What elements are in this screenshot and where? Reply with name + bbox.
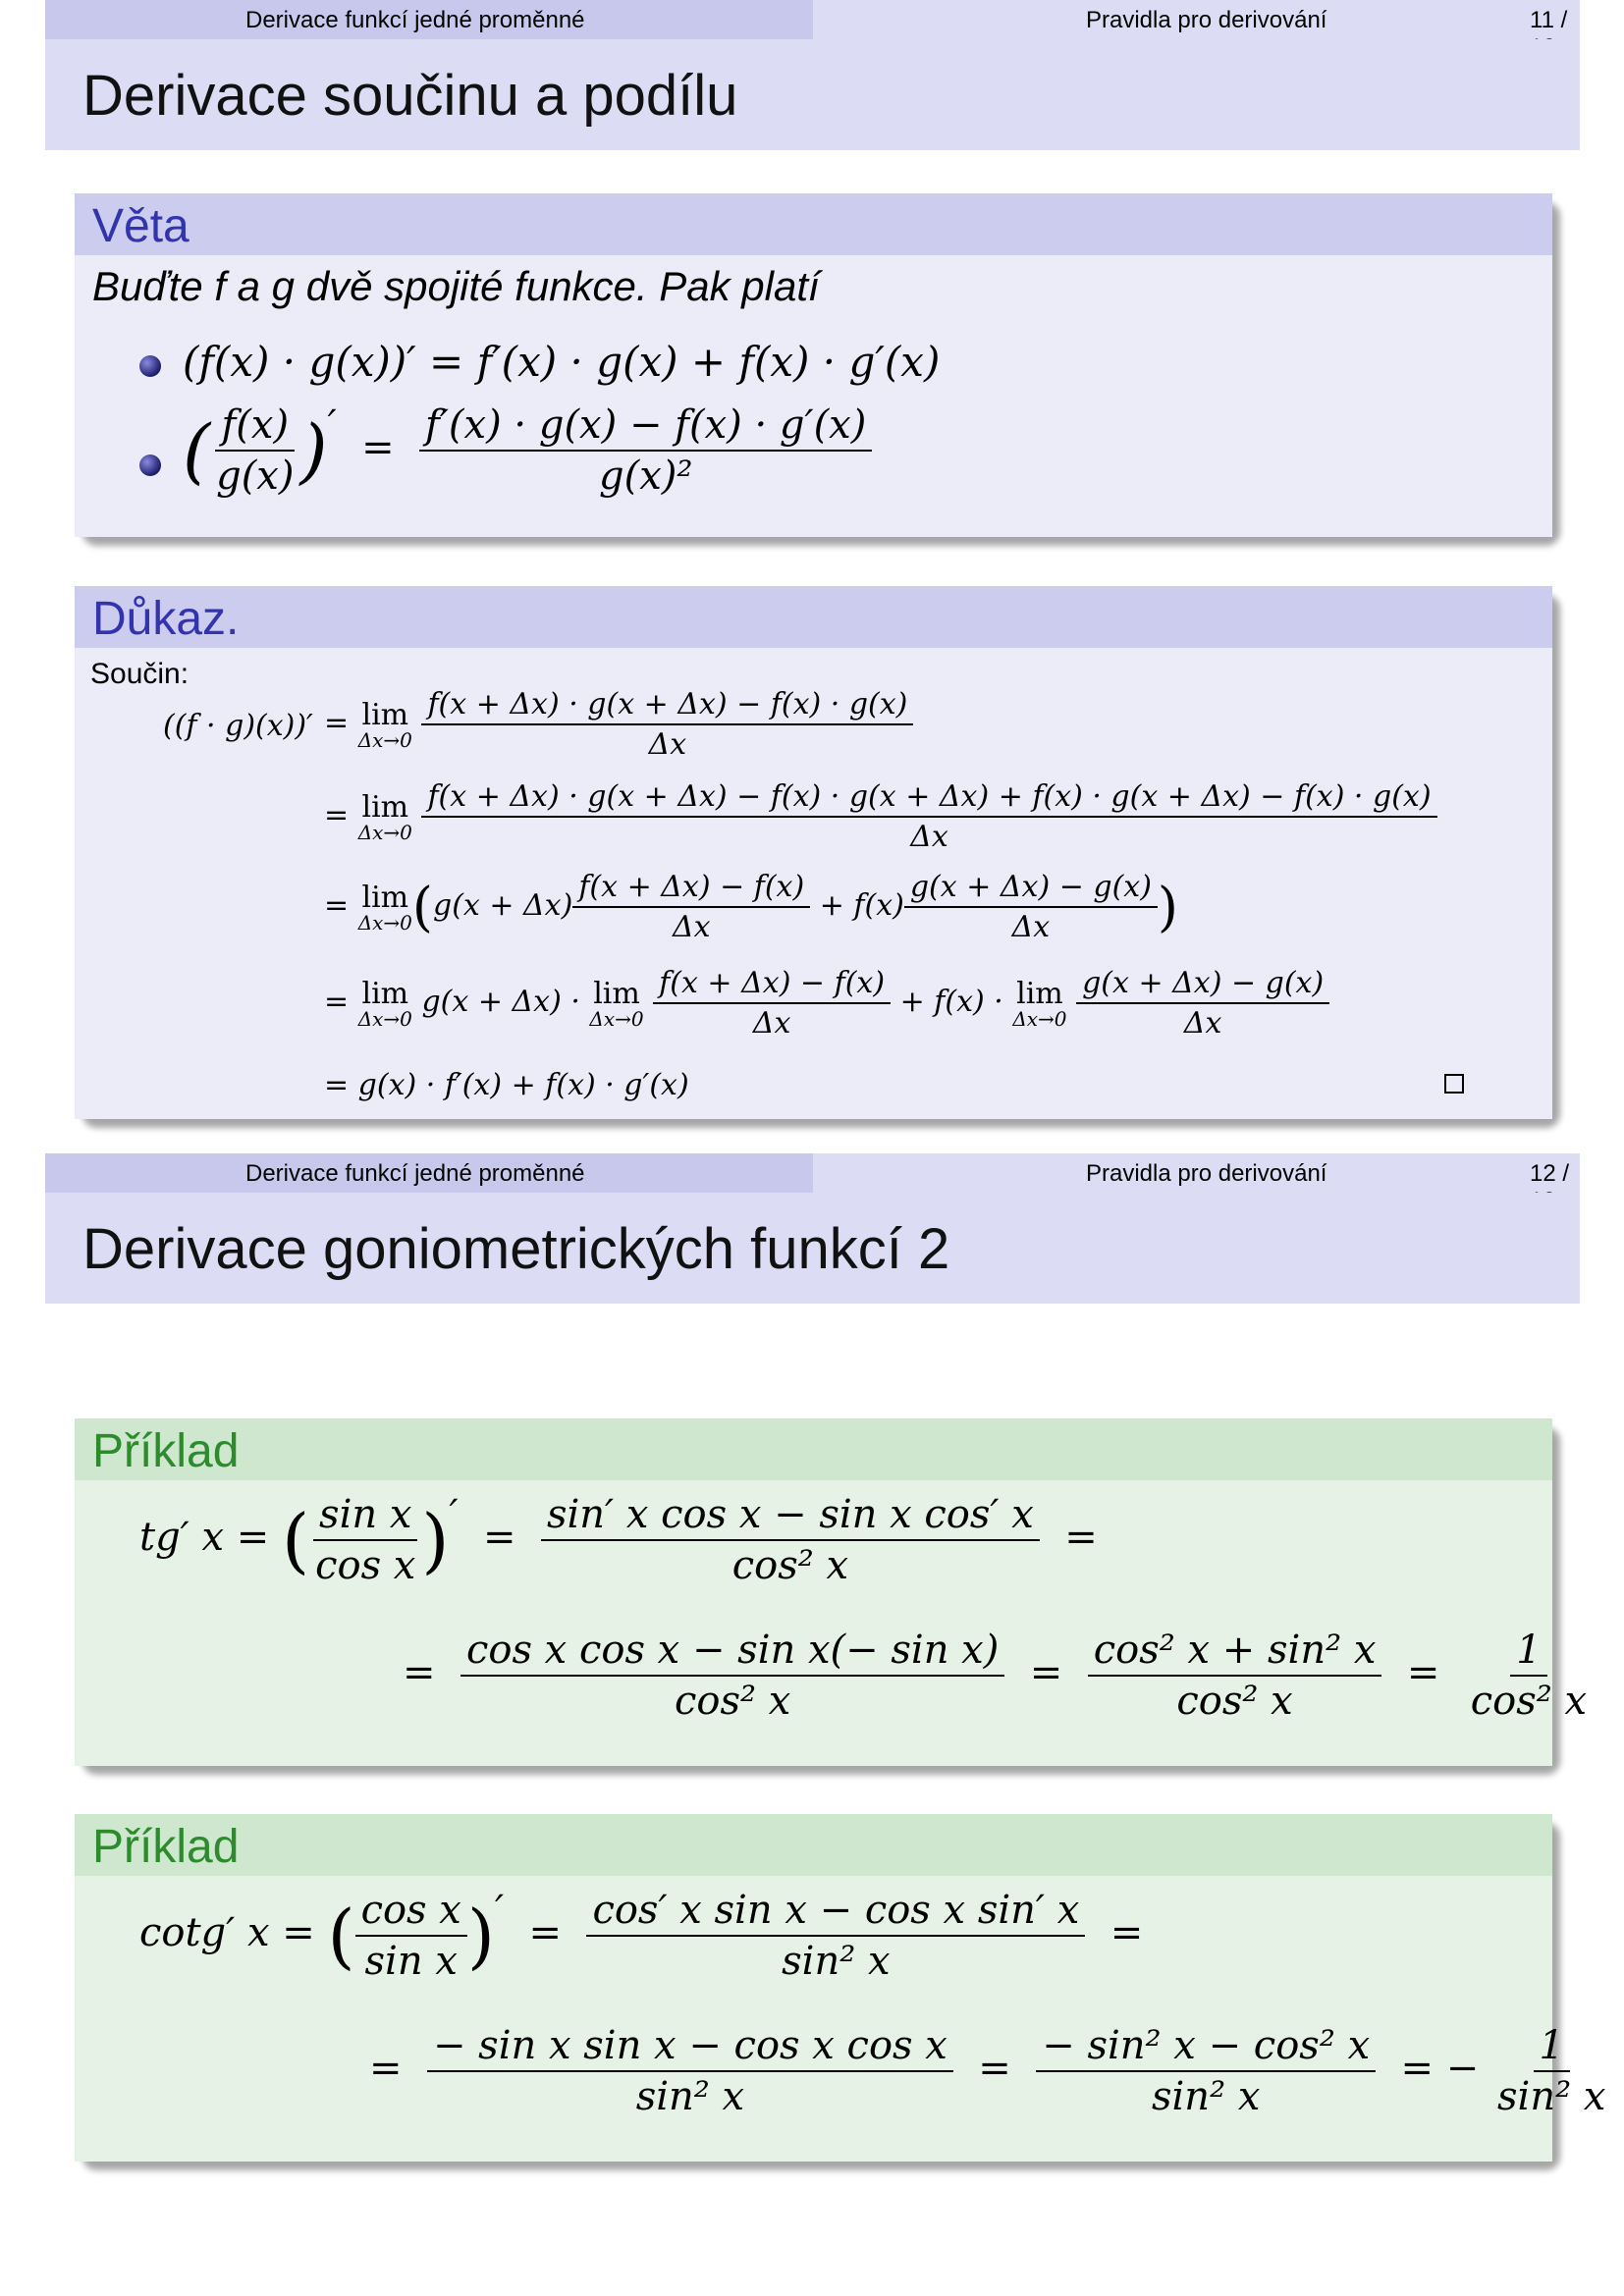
slide-11-titlebar — [45, 39, 1580, 150]
tg-f3-num: cos² x + sin² x — [1088, 1628, 1382, 1677]
header-section-text: Pravidla pro derivování — [1086, 1160, 1327, 1187]
example-heading: Příklad — [92, 1821, 240, 1873]
line4-g-den: Δx — [1183, 1006, 1222, 1041]
bullet-icon — [139, 355, 161, 377]
example-body — [75, 1480, 1588, 1766]
theorem-block — [75, 193, 1552, 537]
cotg-f3-den: sin² x — [1151, 2074, 1261, 2119]
line3-g: g(x + Δx) — [432, 888, 573, 923]
tg-paren-den: cos x — [315, 1543, 416, 1588]
bullet-icon — [139, 454, 161, 476]
lim-word: lim — [1016, 976, 1063, 1011]
line3-f-num: f(x + Δx) − f(x) — [572, 870, 810, 908]
line4-plus-f: + f(x) · — [899, 985, 1003, 1019]
line2-den: Δx — [910, 820, 948, 854]
proof-lhs: ((f · g)(x))′ — [163, 709, 313, 743]
tg-line-2: = $\frac{\text{cos x cos x − sin x(− sin x)}}{\text{cos² x}}$ = $\frac{\text{cos² x + sin² x}}{\text{cos² x}}$ = $\frac{1}{\text{cos² x}}$ — [403, 1628, 1593, 1724]
proof-body — [75, 648, 1552, 1119]
tg-lhs: tg′ x = — [139, 1515, 270, 1560]
slide-11-header — [45, 0, 1580, 39]
cotg-f3-num: − sin² x − cos² x — [1036, 2023, 1376, 2072]
header-section-text: Pravidla pro derivování — [1086, 7, 1327, 33]
proof-line-4: = lim Δx→0 g(x + Δx) · lim Δx→0 $\frac{f(x + \Delta x) - f(x)}{\Delta x}$ + f(x) · lim Δx→0 $\frac{g(x + \Delta x) - g(x)}{\Delta x}$ — [324, 966, 1329, 1041]
cotg-f1-den: sin² x — [782, 1939, 891, 1984]
cotg-f2-num: − sin x sin x − cos x cos x — [427, 2023, 953, 2072]
proof-heading-bar — [75, 586, 1552, 648]
quotient-num: f′(x) · g(x) − f(x) · g′(x) — [419, 402, 872, 452]
line3-g-den: Δx — [1011, 910, 1051, 944]
example-block-cotg — [75, 1814, 1606, 2162]
lim-subscript: Δx→0 — [357, 910, 412, 934]
lim-word: lim — [361, 976, 409, 1011]
cotg-paren-den: sin x — [364, 1939, 458, 1984]
line3-plus-f: + f(x) — [819, 888, 904, 923]
proof-heading: Důkaz. — [92, 593, 240, 645]
theorem-body — [75, 255, 1552, 537]
tg-f2-den: cos² x — [674, 1679, 791, 1724]
cotg-line-1: cotg′ x = ( $\frac{\text{cos x}}{\text{sin x}}$ )′ = $\frac{\text{cos′ x sin x − cos x sin′ x}}{\text{sin² x}}$ = — [139, 1888, 1144, 1984]
header-right-panel — [813, 1153, 1580, 1193]
tg-line-1: tg′ x = ( $\frac{\text{sin x}}{\text{cos x}}$ )′ = $\frac{\text{sin′ x cos x − sin x cos′ x}}{\text{cos² x}}$ = — [139, 1492, 1098, 1588]
lim-subscript: Δx→0 — [1012, 1006, 1067, 1031]
tg-paren-num: sin x — [313, 1492, 417, 1541]
header-left-panel — [45, 1153, 813, 1193]
theorem-heading: Věta — [92, 200, 189, 252]
header-left-panel — [45, 0, 813, 39]
slide-title: Derivace součinu a podílu — [82, 64, 738, 128]
line3-g-num: g(x + Δx) − g(x) — [904, 870, 1158, 908]
example-body — [75, 1876, 1606, 2162]
tg-f1-num: sin′ x cos x − sin x cos′ x — [541, 1492, 1040, 1541]
tg-f4-num: 1 — [1510, 1628, 1546, 1677]
lim-word: lim — [593, 976, 640, 1011]
lim-subscript: Δx→0 — [357, 820, 412, 844]
lim-subscript: Δx→0 — [357, 1006, 412, 1031]
line4-f-den: Δx — [752, 1006, 791, 1041]
proof-line-2: = lim Δx→0 f(x + Δx) · g(x + Δx) − f(x) · g(x + Δx) + f(x) · g(x + Δx) − f(x) · g(x) Δx — [324, 779, 1437, 854]
line1-num: f(x + Δx) · g(x + Δx) − f(x) · g(x) — [421, 687, 913, 725]
theorem-heading-bar — [75, 193, 1552, 255]
cotg-lhs: cotg′ x = — [139, 1910, 315, 1955]
example-heading-bar — [75, 1418, 1552, 1480]
theorem-intro: Buďte f a g dvě spojité funkce. Pak platí — [92, 263, 820, 309]
lim-subscript: Δx→0 — [589, 1006, 644, 1031]
lim-word: lim — [361, 789, 409, 825]
header-left-text: Derivace funkcí jedné proměnné — [245, 1160, 585, 1187]
quotient-rule: ( $\frac{f(x)}{g(x)}$ )′ = $\frac{f'(x) \cdot g(x) - f(x) \cdot g'(x)}{\text{g(x)²}}$ — [183, 402, 872, 499]
line4-g: g(x + Δx) · — [421, 985, 580, 1019]
line2-num: f(x + Δx) · g(x + Δx) − f(x) · g(x + Δx) + f(x) · g(x + Δx) − f(x) · g(x) — [421, 779, 1436, 818]
proof-block — [75, 586, 1552, 1119]
header-left-text: Derivace funkcí jedné proměnné — [245, 7, 585, 33]
tg-f2-num: cos x cos x − sin x(− sin x) — [460, 1628, 1004, 1677]
lim-word: lim — [361, 697, 409, 732]
product-rule: (f(x) · g(x))′ = f′(x) · g(x) + f(x) · g′(x) — [183, 338, 941, 386]
cotg-paren-num: cos x — [355, 1888, 467, 1937]
tg-f3-den: cos² x — [1176, 1679, 1293, 1724]
lim-word: lim — [361, 880, 409, 915]
quotient-left-num: f(x) — [215, 402, 295, 452]
tg-f4-den: cos² x — [1470, 1679, 1588, 1724]
example-heading-bar — [75, 1814, 1552, 1876]
page-number: 11 / — [1530, 7, 1568, 33]
cotg-line-2: = $\frac{\text{− sin x sin x − cos x cos x}}{\text{sin² x}}$ = $\frac{\text{− sin² x − cos² x}}{\text{sin² x}}$ = − $\frac{1}{\text{sin² x}}$ — [369, 2023, 1611, 2119]
slide-title: Derivace goniometrických funkcí 2 — [82, 1217, 950, 1281]
slide-12-header — [45, 1153, 1580, 1193]
page-number: 12 / — [1530, 1160, 1570, 1187]
proof-label: Součin: — [90, 658, 189, 690]
proof-line-1: = lim Δx→0 $\frac{f(x + \Delta x) \cdot g(x + \Delta x) - f(x) \cdot g(x)}{\Delta x}$ — [324, 687, 913, 762]
qed-square-icon — [1444, 1074, 1464, 1094]
cotg-f4-den: sin² x — [1497, 2074, 1606, 2119]
slide-12-titlebar — [45, 1193, 1580, 1304]
example-heading: Příklad — [92, 1425, 240, 1477]
example-block-tg — [75, 1418, 1588, 1766]
line4-f-num: f(x + Δx) − f(x) — [653, 966, 891, 1004]
tg-f1-den: cos² x — [731, 1543, 849, 1588]
header-right-panel — [813, 0, 1580, 39]
cotg-f1-num: cos′ x sin x − cos x sin′ x — [586, 1888, 1085, 1937]
quotient-den: g(x)² — [598, 454, 693, 499]
quotient-left-den: g(x) — [216, 454, 295, 499]
lim-subscript: Δx→0 — [357, 727, 412, 752]
line1-den: Δx — [648, 727, 687, 762]
cotg-f2-den: sin² x — [635, 2074, 745, 2119]
cotg-f4-num: 1 — [1534, 2023, 1570, 2072]
proof-line-5: = g(x) · f′(x) + f(x) · g′(x) — [324, 1068, 689, 1102]
line4-g-num: g(x + Δx) − g(x) — [1076, 966, 1329, 1004]
line3-f-den: Δx — [672, 910, 711, 944]
proof-line-3: = lim Δx→0 (g(x + Δx) $\frac{f(x + \Delta x) - f(x)}{\Delta x}$ + f(x) $\frac{g(x + \Delta x) - g(x)}{\Delta x}$ ) — [324, 870, 1178, 944]
